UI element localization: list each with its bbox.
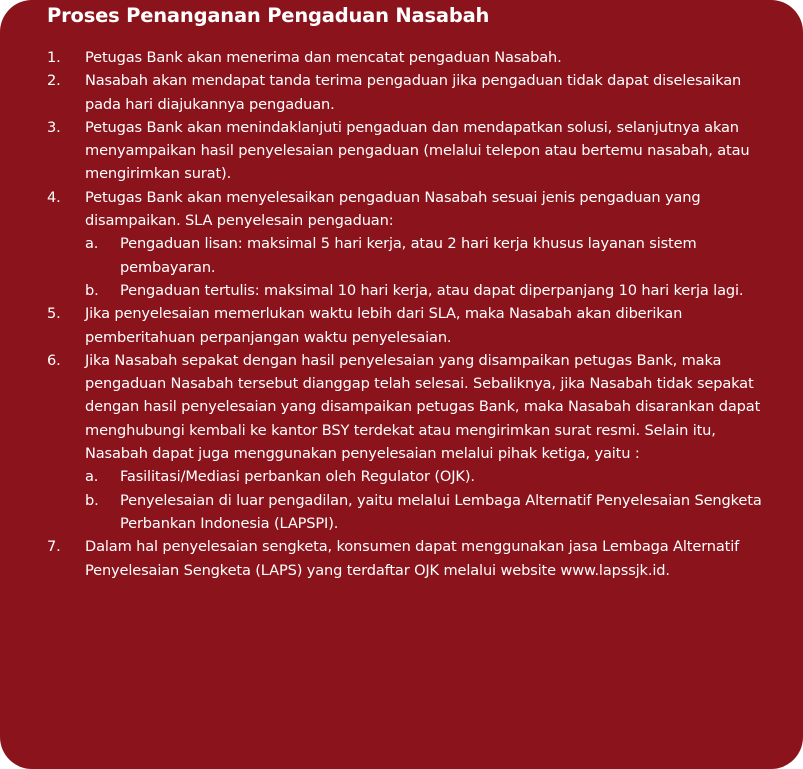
item-number: 7. — [47, 538, 61, 556]
sla-sublist — [85, 232, 767, 302]
item-text: Petugas Bank akan menindaklanjuti pengaduan dan mendapatkan solusi, selanjutnya akan menyampaikan hasil penyelesaian pengaduan (melalui telepon atau bertemu nasabah, atau mengirimkan surat). — [85, 118, 750, 183]
item-text: Petugas Bank akan menerima dan mencatat pengaduan Nasabah. — [85, 49, 562, 66]
list-item — [47, 46, 767, 69]
third-party-sublist — [85, 465, 767, 535]
list-item — [47, 302, 767, 349]
item-text: Jika Nasabah sepakat dengan hasil penyelesaian yang disampaikan petugas Bank, maka pengaduan Nasabah tersebut dianggap telah selesai. Sebaliknya, jika Nasabah tidak sepakat dengan hasil penyelesaian yang disampaikan petugas Bank, maka Nasabah disarankan dapat menghubungi kembali ke kantor BSY terdekat atau mengirimkan surat resmi. Selain itu, Nasabah dapat juga menggunakan penyelesaian melalui pihak ketiga, yaitu : — [85, 351, 761, 463]
item-text: Nasabah akan mendapat tanda terima pengaduan jika pengaduan tidak dapat diselesaikan pada hari diajukannya pengaduan. — [85, 72, 742, 113]
list-item — [47, 349, 767, 535]
item-text: Jika penyelesaian memerlukan waktu lebih dari SLA, maka Nasabah akan diberikan pemberitahuan perpanjangan waktu penyelesaian. — [85, 305, 683, 346]
sub-item-letter: b. — [85, 281, 99, 299]
sub-list-item — [85, 279, 767, 302]
item-number: 3. — [47, 118, 61, 136]
list-item — [47, 69, 767, 116]
sub-item-letter: a. — [85, 468, 99, 486]
item-number: 1. — [47, 49, 61, 66]
list-item — [47, 186, 767, 302]
sub-item-text: Pengaduan tertulis: maksimal 10 hari kerja, atau dapat diperpanjang 10 hari kerja lagi. — [120, 281, 744, 299]
process-list — [47, 46, 767, 582]
sub-item-letter: b. — [85, 491, 99, 509]
list-item — [47, 535, 767, 582]
item-number: 4. — [47, 188, 61, 206]
item-number: 2. — [47, 72, 61, 90]
item-number: 6. — [47, 351, 61, 369]
card-title: Proses Penanganan Pengaduan Nasabah — [47, 4, 490, 27]
sub-item-text: Penyelesaian di luar pengadilan, yaitu melalui Lembaga Alternatif Penyelesaian Sengketa Perbankan Indonesia (LAPSPI). — [120, 491, 762, 532]
sub-list-item — [85, 465, 767, 488]
sub-item-text: Fasilitasi/Mediasi perbankan oleh Regulator (OJK). — [120, 468, 475, 486]
list-item — [47, 116, 767, 186]
item-number: 5. — [47, 305, 61, 323]
sub-list-item — [85, 489, 767, 536]
sub-item-letter: a. — [85, 235, 99, 253]
item-text: Petugas Bank akan menyelesaikan pengaduan Nasabah sesuai jenis pengaduan yang disampaikan. SLA penyelesain pengaduan: — [85, 188, 701, 230]
sub-list-item — [85, 232, 767, 279]
item-text: Dalam hal penyelesaian sengketa, konsumen dapat menggunakan jasa Lembaga Alternatif Penyelesaian Sengketa (LAPS) yang terdaftar OJK melalui website www.lapssjk.id. — [85, 538, 740, 579]
sub-item-text: Pengaduan lisan: maksimal 5 hari kerja, atau 2 hari kerja khusus layanan sistem pembayaran. — [120, 235, 697, 276]
